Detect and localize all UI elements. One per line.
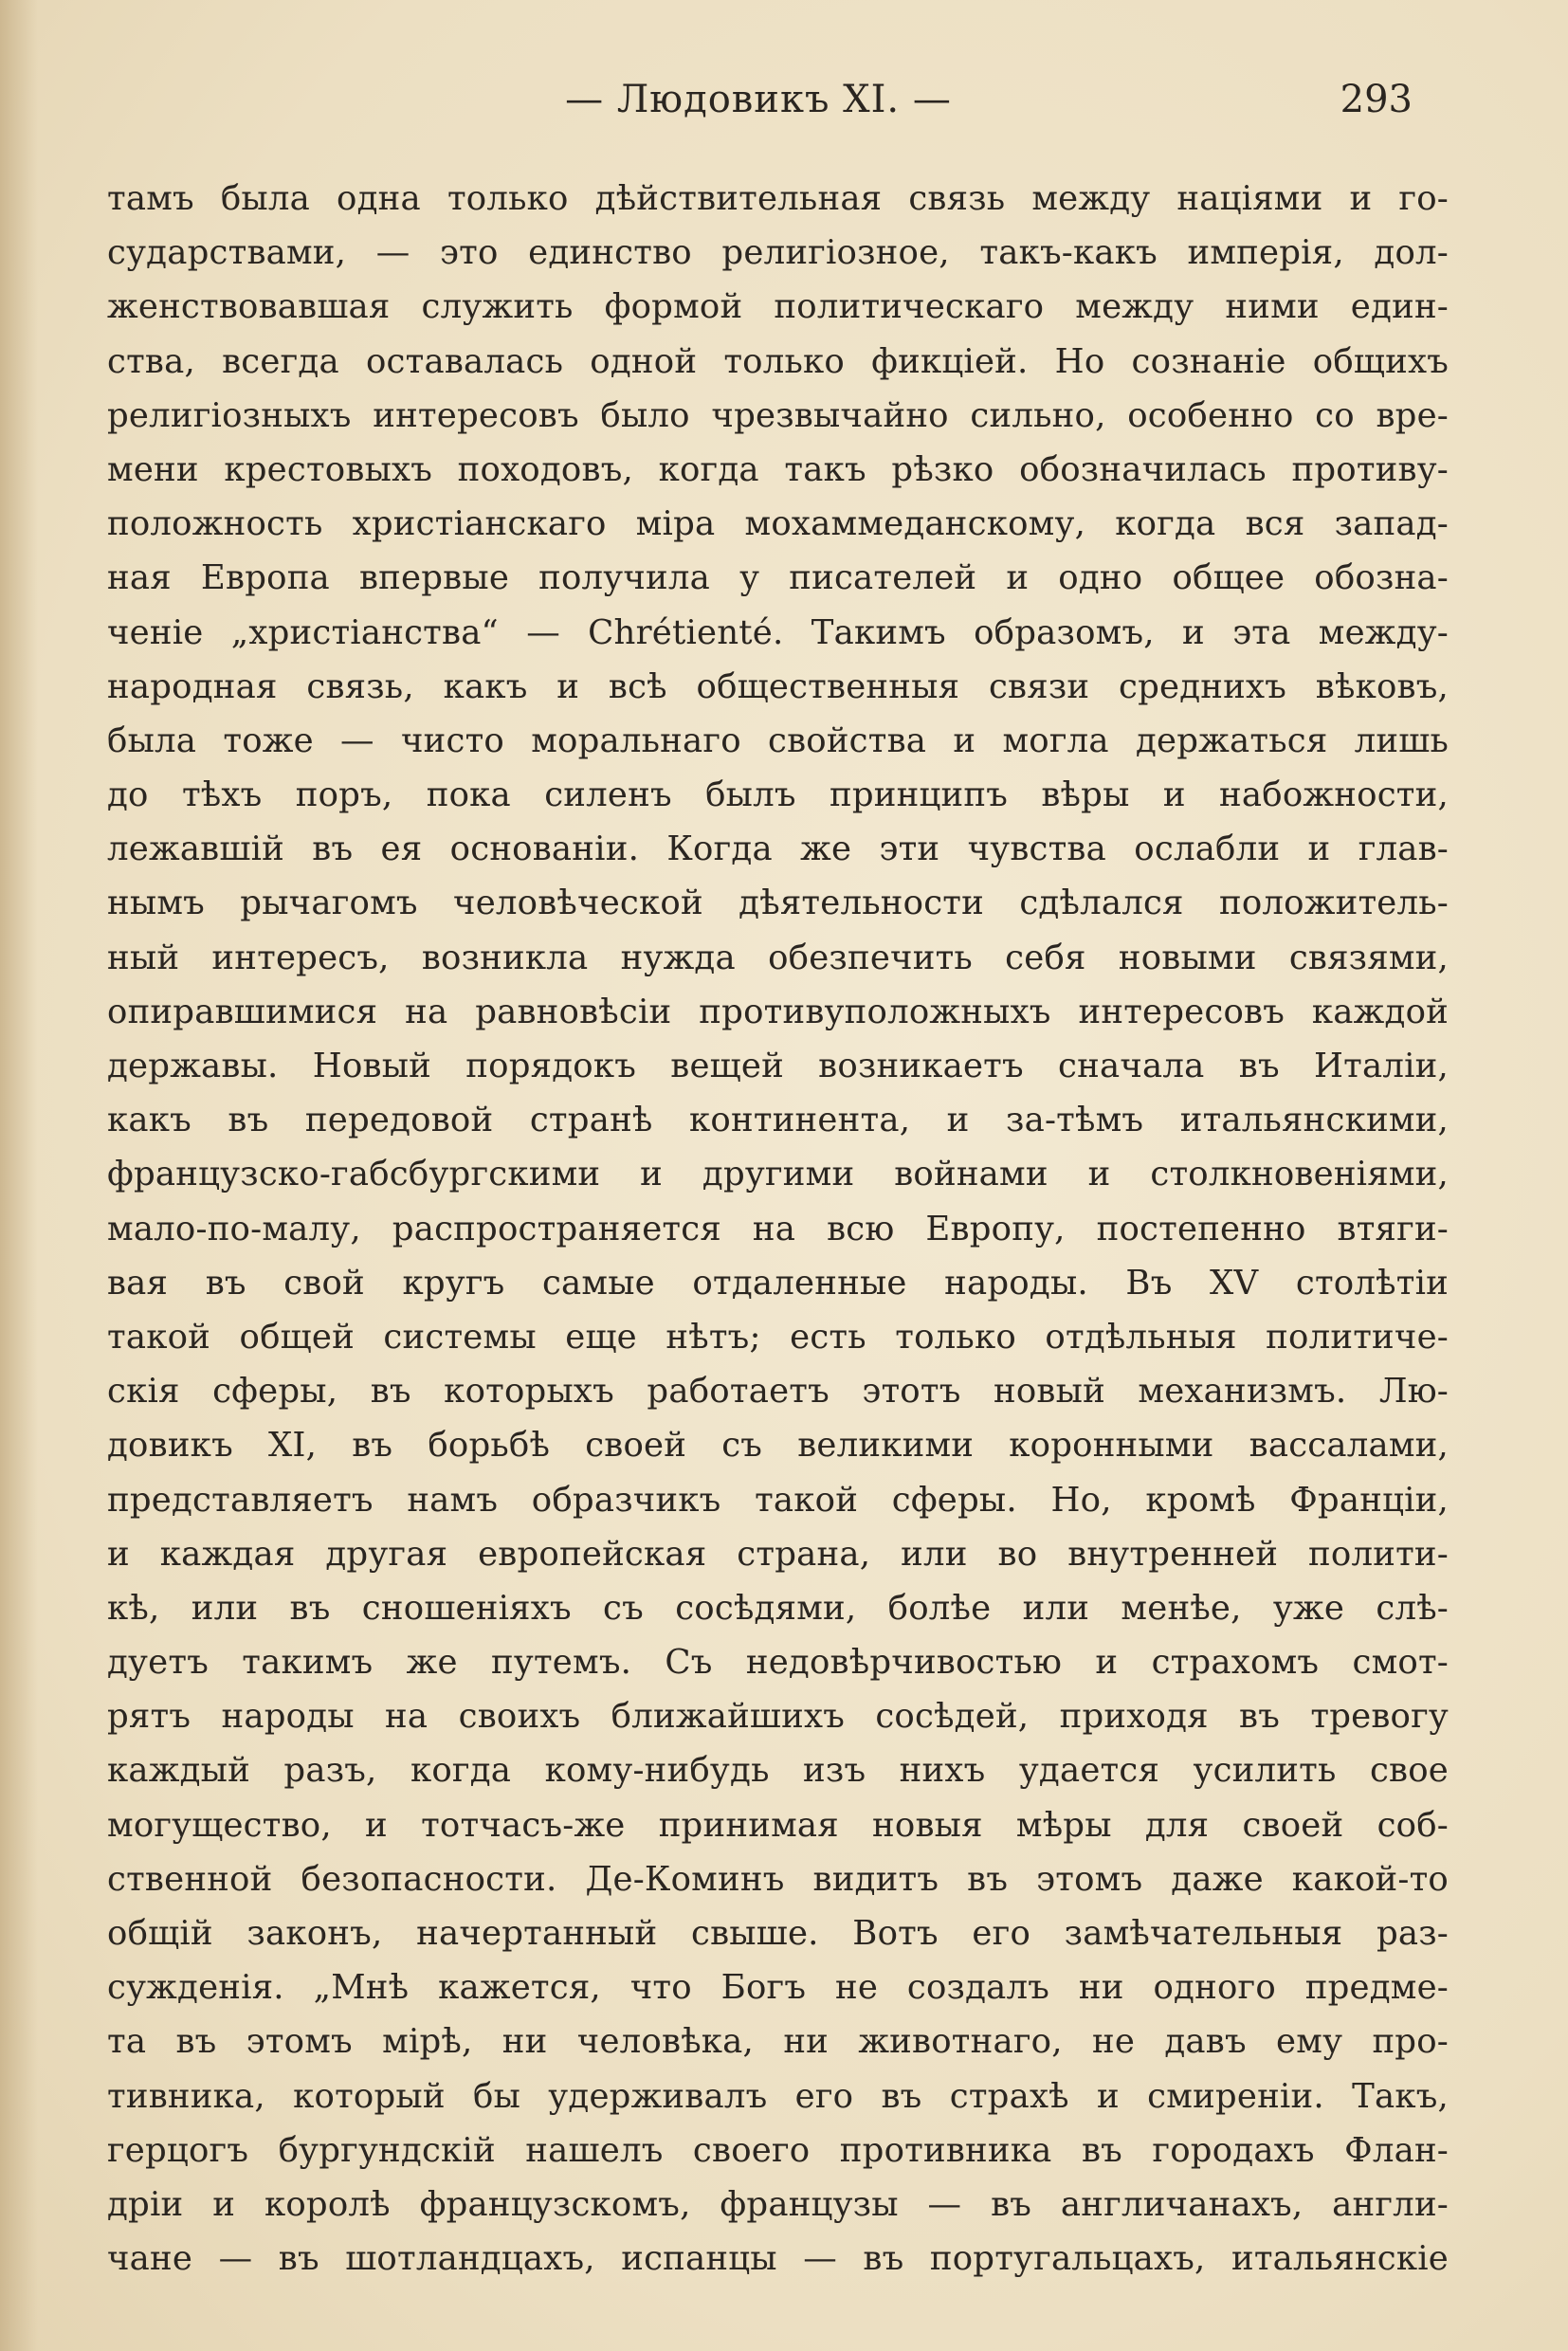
text-line: ственной безопасности. Де-Коминъ видитъ въ этомъ даже какой-то xyxy=(107,1859,1449,1899)
text-line: довикъ XI, въ борьбѣ своей съ великими коронными вассалами, xyxy=(107,1426,1449,1466)
text-line: дуетъ такимъ же путемъ. Съ недовѣрчивостью и страхомъ смот- xyxy=(107,1643,1449,1683)
text-line: ный интересъ, возникла нужда обезпечить себя новыми связями, xyxy=(107,938,1449,977)
text-line: ная Европа впервые получила у писателей и одно общее обозна- xyxy=(107,558,1449,598)
text-line: лежавшій въ ея основаніи. Когда же эти чувства ослабли и глав- xyxy=(107,829,1449,869)
text-line: герцогъ бургундскій нашелъ своего противника въ городахъ Флан- xyxy=(107,2130,1449,2170)
text-line: державы. Новый порядокъ вещей возникаетъ сначала въ Италіи, xyxy=(107,1047,1449,1085)
text-line: могущество, и тотчасъ-же принимая новыя мѣры для своей соб- xyxy=(107,1805,1449,1845)
text-line: женствовавшая служить формой политическаго между ними един- xyxy=(107,287,1449,327)
text-line: опиравшимися на равновѣсіи противуположныхъ интересовъ каждой xyxy=(107,992,1449,1031)
text-line: народная связь, какъ и всѣ общественныя связи среднихъ вѣковъ, xyxy=(107,666,1449,706)
text-line: та въ этомъ мірѣ, ни человѣка, ни животнаго, не давъ ему про- xyxy=(107,2022,1449,2062)
running-title: — Людовикъ XI. — xyxy=(565,78,952,121)
text-line: мени крестовыхъ походовъ, когда такъ рѣзко обозначилась противу- xyxy=(107,449,1449,489)
text-line: рятъ народы на своихъ ближайшихъ сосѣдей, приходя въ тревогу xyxy=(107,1697,1449,1737)
text-line: каждый разъ, когда кому-нибудь изъ нихъ удается усилить свое xyxy=(107,1751,1449,1791)
text-line: тамъ была одна только дѣйствительная связь между націями и го- xyxy=(107,179,1449,218)
text-line: скія сферы, въ которыхъ работаетъ этотъ новый механизмъ. Лю- xyxy=(107,1372,1449,1412)
page-number: 293 xyxy=(1340,78,1413,121)
text-line: положность христіанскаго міра мохаммеданскому, когда вся запад- xyxy=(107,504,1449,544)
text-line: общій законъ, начертанный свыше. Вотъ его замѣчательныя раз- xyxy=(107,1914,1449,1953)
text-line: до тѣхъ поръ, пока силенъ былъ принципъ вѣры и набожности, xyxy=(107,775,1449,815)
text-line: кѣ, или въ сношеніяхъ съ сосѣдями, болѣе или менѣе, уже слѣ- xyxy=(107,1588,1449,1628)
text-line: чане — въ шотландцахъ, испанцы — въ португальцахъ, итальянскіе xyxy=(107,2239,1449,2279)
text-line: религіозныхъ интересовъ было чрезвычайно сильно, особенно со вре- xyxy=(107,395,1449,435)
text-line: такой общей системы еще нѣтъ; есть только отдѣльныя политиче- xyxy=(107,1317,1449,1357)
text-line: ченіе „христіанства“ — Chrétienté. Такимъ образомъ, и эта между- xyxy=(107,612,1449,652)
body-text xyxy=(107,172,1449,2286)
text-line: какъ въ передовой странѣ континента, и за-тѣмъ итальянскими, xyxy=(107,1101,1449,1140)
text-line: сужденія. „Мнѣ кажется, что Богъ не создалъ ни одного предме- xyxy=(107,1968,1449,2008)
text-line: вая въ свой кругъ самые отдаленные народы. Въ XV столѣтіи xyxy=(107,1263,1449,1303)
text-line: представляетъ намъ образчикъ такой сферы. Но, кромѣ Франціи, xyxy=(107,1480,1449,1520)
text-line: французско-габсбургскими и другими войнами и столкновеніями, xyxy=(107,1155,1449,1194)
page-header xyxy=(104,78,1413,135)
text-line: тивника, который бы удерживалъ его въ страхѣ и смиреніи. Такъ, xyxy=(107,2076,1449,2116)
text-line: и каждая другая европейская страна, или во внутренней полити- xyxy=(107,1534,1449,1574)
text-line: сударствами, — это единство религіозное, такъ-какъ имперія, дол- xyxy=(107,233,1449,273)
page-gutter-shadow xyxy=(0,0,38,2351)
text-line: мало-по-малу, распространяется на всю Европу, постепенно втяги- xyxy=(107,1209,1449,1248)
text-line: была тоже — чисто моральнаго свойства и могла держаться лишь xyxy=(107,720,1449,760)
text-line: ства, всегда оставалась одной только фикціей. Но сознаніе общихъ xyxy=(107,341,1449,381)
text-line: нымъ рычагомъ человѣческой дѣятельности сдѣлался положитель- xyxy=(107,884,1449,923)
text-line: дріи и королѣ французскомъ, французы — въ англичанахъ, англи- xyxy=(107,2184,1449,2224)
